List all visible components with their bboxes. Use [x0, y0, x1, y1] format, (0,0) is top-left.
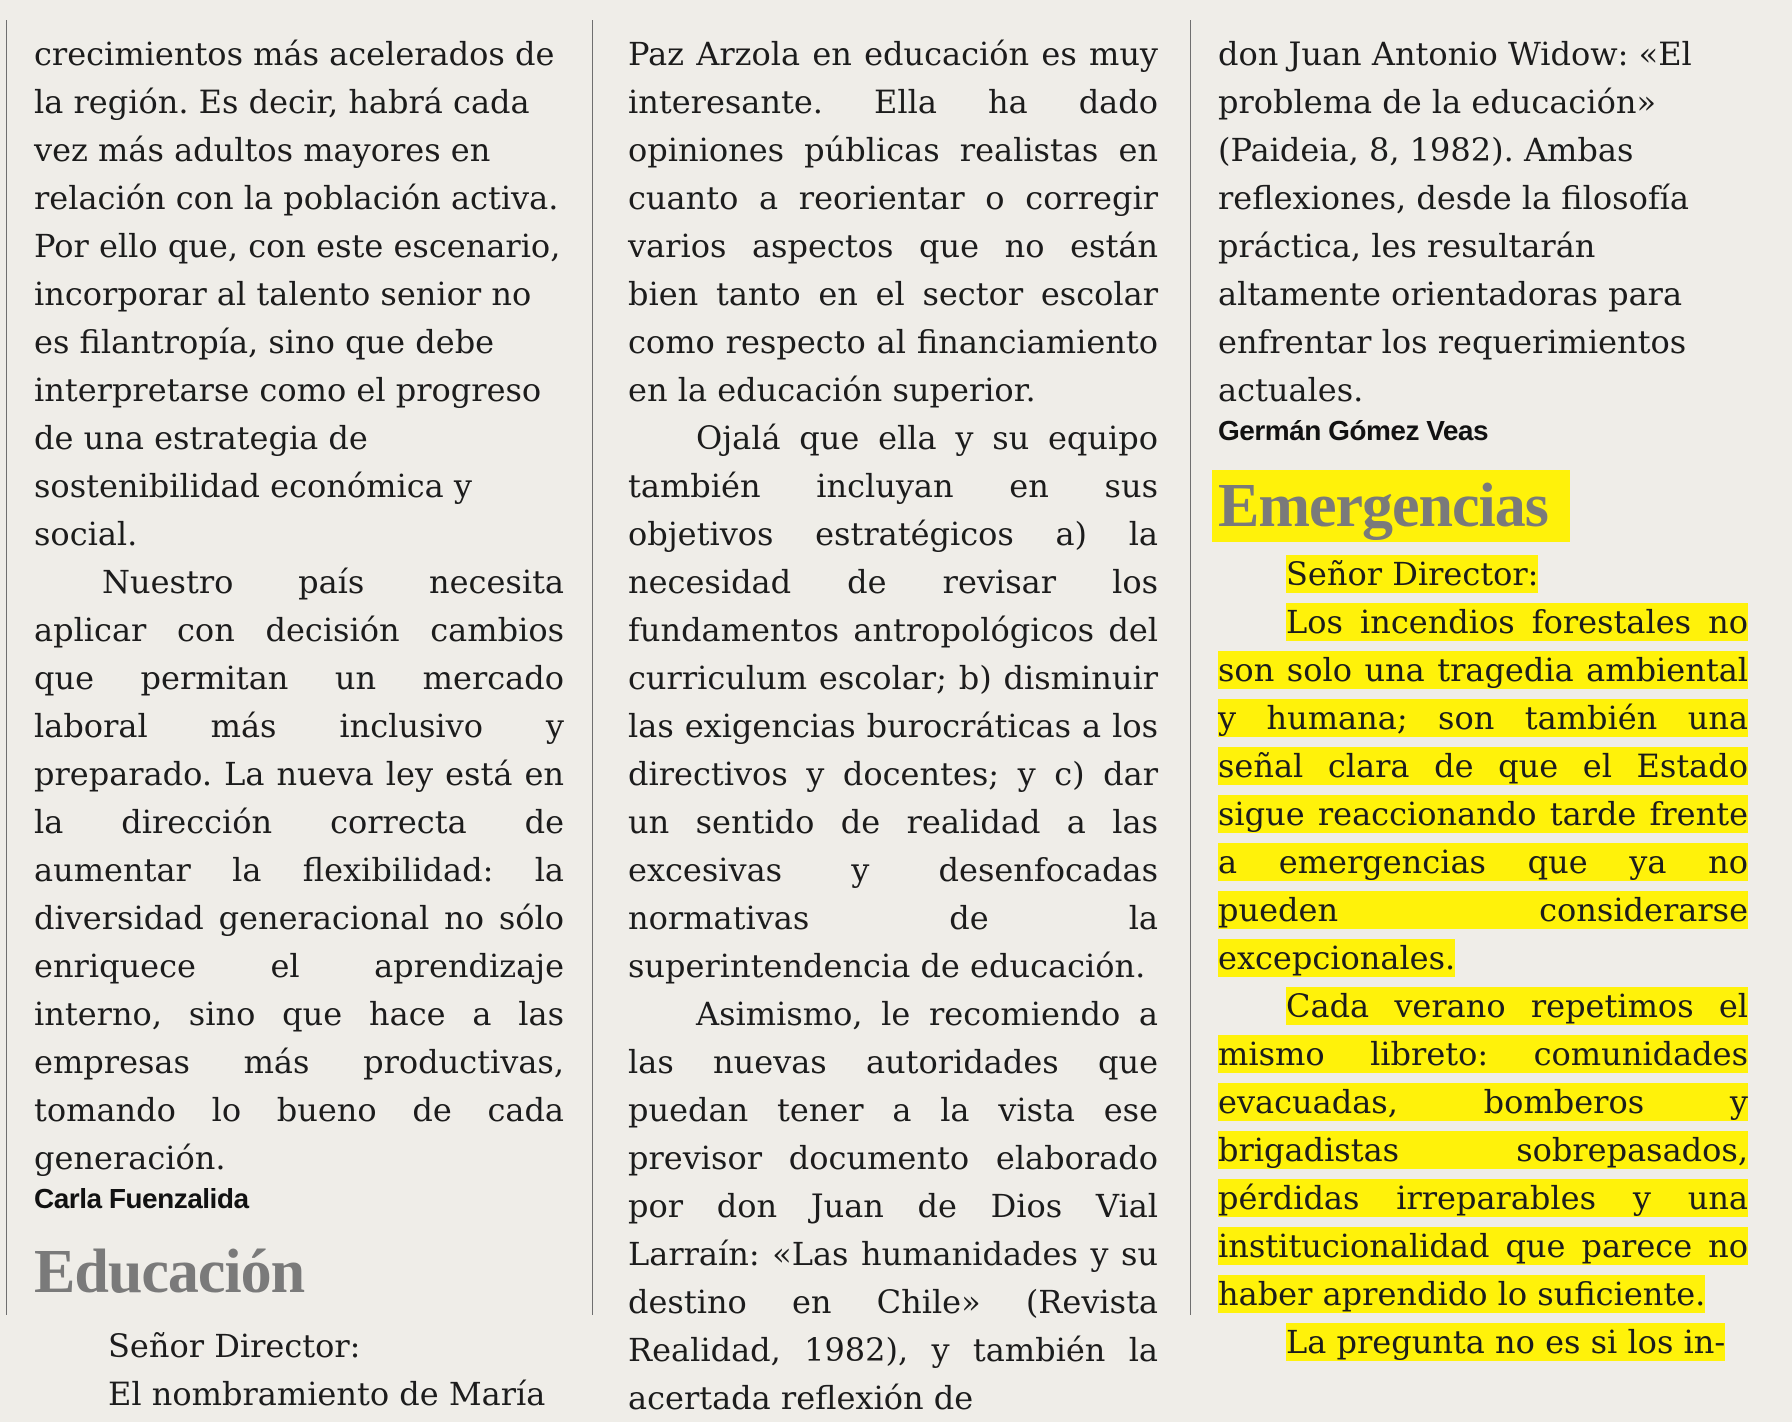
- letter2-author: Germán Gómez Veas: [1218, 415, 1489, 446]
- letter3-heading: Emergencias: [1212, 470, 1570, 542]
- letter3-paragraph-3-start: La pregunta no es si los in-: [1286, 1323, 1726, 1361]
- letter2-heading: Educación: [34, 1238, 305, 1306]
- left-margin-rule: [6, 20, 7, 1315]
- column-divider-2: [1190, 20, 1191, 1315]
- column-1: [34, 30, 564, 1418]
- letter2-paragraph-3: Asimismo, le recomiendo a las nuevas autoridades que puedan tener a la vista ese previsor documento elaborado por don Juan de Dios Vial Larraín: «Las humanidades y su destino en Chile» (Revista Realidad, 1982), y también la acertada reflexión de: [628, 995, 1158, 1417]
- letter2-opening: El nombramiento de María: [108, 1375, 546, 1413]
- letter3-paragraph-2: Cada verano repetimos el mismo libreto: comunidades evacuadas, bomberos y brigadistas sobrepasados, pérdidas irreparables y una institucionalidad que parece no haber aprendido lo suficiente.: [1218, 987, 1748, 1313]
- column-2: [628, 30, 1158, 1422]
- letter2-paragraph-1: Paz Arzola en educación es muy interesante. Ella ha dado opiniones públicas realistas en cuanto a reorientar o corregir varios aspectos que no están bien tanto en el sector escolar como respecto al financiamiento en la educación superior.: [628, 35, 1158, 409]
- column-3: [1218, 30, 1748, 1366]
- letter1-author: Carla Fuenzalida: [34, 1183, 249, 1214]
- letter3-salutation: Señor Director:: [1286, 555, 1539, 593]
- letter2-paragraph-2: Ojalá que ella y su equipo también incluyan en sus objetivos estratégicos a) la necesidad de revisar los fundamentos antropológicos del curriculum escolar; b) disminuir las exigencias burocráticas a los directivos y docentes; y c) dar un sentido de realidad a las excesivas y desenfocadas normativas de la superintendencia de educación.: [628, 419, 1158, 985]
- letter1-text-tail: crecimientos más acelerados de la región. Es decir, habrá cada vez más adultos mayores en relación con la población activa. Por ello que, con este escenario, incorporar al talento senior no es filantropía, sino que debe interpretarse como el progreso de una estrategia de sostenibilidad económica y social.: [34, 35, 561, 553]
- letter2-salutation: Señor Director:: [108, 1327, 361, 1365]
- letter1-paragraph-2: Nuestro país necesita aplicar con decisión cambios que permitan un mercado laboral más inclusivo y preparado. La nueva ley está en la dirección correcta de aumentar la flexibilidad: la diversidad generacional no sólo enriquece el aprendizaje interno, sino que hace a las empresas más productivas, tomando lo bueno de cada generación.: [34, 563, 564, 1177]
- letter3-paragraph-1: Los incendios forestales no son solo una tragedia ambiental y humana; son también una señal clara de que el Estado sigue reaccionando tarde frente a emergencias que ya no pueden considerarse excepcionales.: [1218, 603, 1748, 977]
- letter2-text-end: don Juan Antonio Widow: «El problema de la educación» (Paideia, 8, 1982). Ambas reflexiones, desde la filosofía práctica, les resultarán altamente orientadoras para enfrentar los requerimientos actuales.: [1218, 35, 1692, 409]
- column-divider-1: [592, 20, 593, 1315]
